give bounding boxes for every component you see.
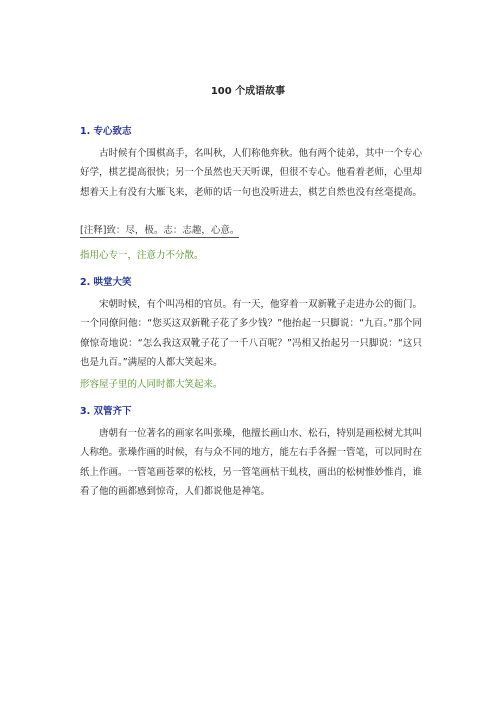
story-3-body: 唐朝有一位著名的画家名叫张璪，他擅长画山水、松石，特别是画松树尤其叫人称绝。张璪作画的时候，有与众不同的地方，能左右手各握一管笔，可以同时在纸上作画。一管笔画苍翠的松枝，另一管笔画枯干虬枝，画出的松树惟妙惟肖，谁看了他的画都感到惊奇，人们都说他是神笔。: [80, 428, 423, 498]
story-3-heading: 3. 双管齐下: [80, 406, 132, 417]
story-1-heading: 1. 专心致志: [80, 126, 132, 137]
story-2-body: 宋朝时候，有个叫冯相的官员。有一天，他穿着一双新靴子走进办公的衙门。一个同僚问他：“您买这双新靴子花了多少钱？”他抬起一只脚说：“九百。”那个同僚惊奇地说：“怎么我这双靴子花了一千八百呢？”冯相又抬起另一只脚说：“这只也是九百。”满屋的人都大笑起来。: [80, 299, 423, 369]
story-2-meaning: 形容屋子里的人同时都大笑起来。: [80, 379, 223, 390]
story-1-note: [注释]致：尽，极。志：志趣，心意。: [80, 222, 239, 238]
story-1-meaning: 指用心专一，注意力不分散。: [80, 250, 204, 261]
story-1-body: 古时候有个围棋高手，名叫秋，人们称他弈秋。他有两个徒弟，其中一个专心好学，棋艺提高很快；另一个虽然也天天听课，但很不专心。他看着老师，心里却想着天上有没有大雁飞来，老师的话一句也没听进去，棋艺自然也没有丝毫提高。: [80, 148, 423, 198]
story-2-heading: 2. 哄堂大笑: [80, 277, 132, 288]
document-title: 100 个成语故事: [210, 86, 286, 97]
